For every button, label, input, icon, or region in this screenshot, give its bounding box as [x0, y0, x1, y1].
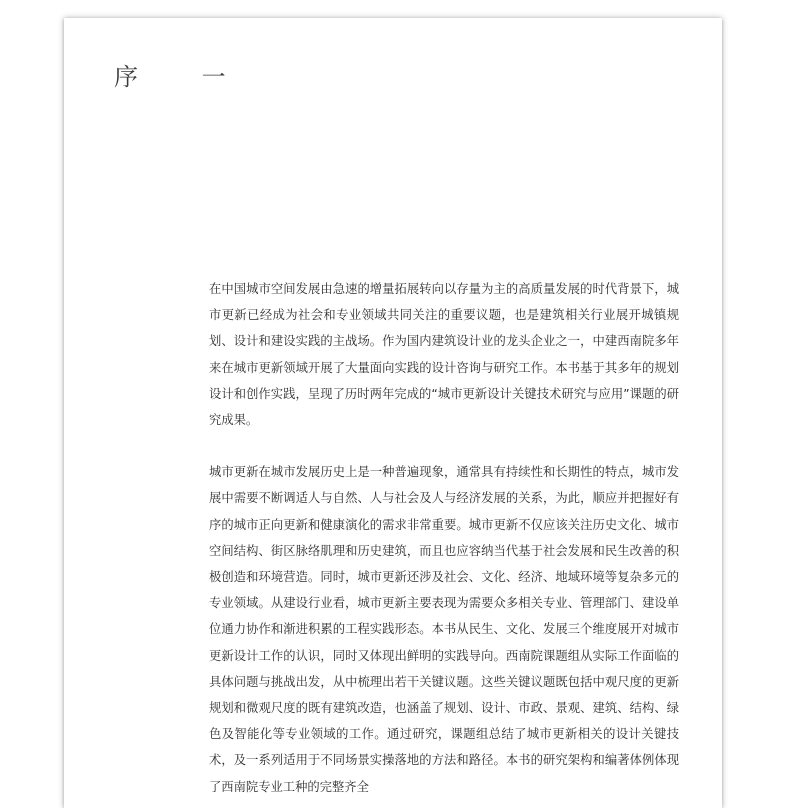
paragraph-2: 城市更新在城市发展历史上是一种普遍现象，通常具有持续性和长期性的特点，城市发展中需要不断调适人与自然、人与社会及人与经济发展的关系，为此，顺应并把握好有序的城市正向更新和健康演化的需求非常重要。城市更新不仅应该关注历史文化、城市空间结构、街区脉络肌理和历史建筑，而且也应容纳当代基于社会发展和民生改善的积极创造和环境营造。同时，城市更新还涉及社会、文化、经济、地域环境等复杂多元的专业领域。从建设行业看，城市更新主要表现为需要众多相关专业、管理部门、建设单位通力协作和渐进积累的工程实践形态。本书从民生、文化、发展三个维度展开对城市更新设计工作的认识，同时又体现出鲜明的实践导向。西南院课题组从实际工作面临的具体问题与挑战出发，从中梳理出若干关键议题。这些关键议题既包括中观尺度的更新规划和微观尺度的既有建筑改造，也涵盖了规划、设计、市政、景观、建筑、结构、绿色及智能化等专业领域的工作。通过研究，课题组总结了城市更新相关的设计关键技术，及一系列适用于不同场景实操落地的方法和路径。本书的研究架构和编著体例体现了西南院专业工种的完整齐全	[209, 465, 679, 794]
paragraph-1: 在中国城市空间发展由急速的增量拓展转向以存量为主的高质量发展的时代背景下，城市更新已经成为社会和专业领域共同关注的重要议题，也是建筑相关行业展开城镇规划、设计和建设实践的主战场。作为国内建筑设计业的龙头企业之一，中建西南院多年来在城市更新领域开展了大量面向实践的设计咨询与研究工作。本书基于其多年的规划设计和创作实践，呈现了历时两年完成的“城市更新设计关键技术研究与应用”课题的研究成果。	[209, 282, 679, 428]
preface-body	[209, 276, 679, 800]
preface-heading: 序 一	[114, 63, 254, 91]
document-page	[64, 18, 722, 808]
